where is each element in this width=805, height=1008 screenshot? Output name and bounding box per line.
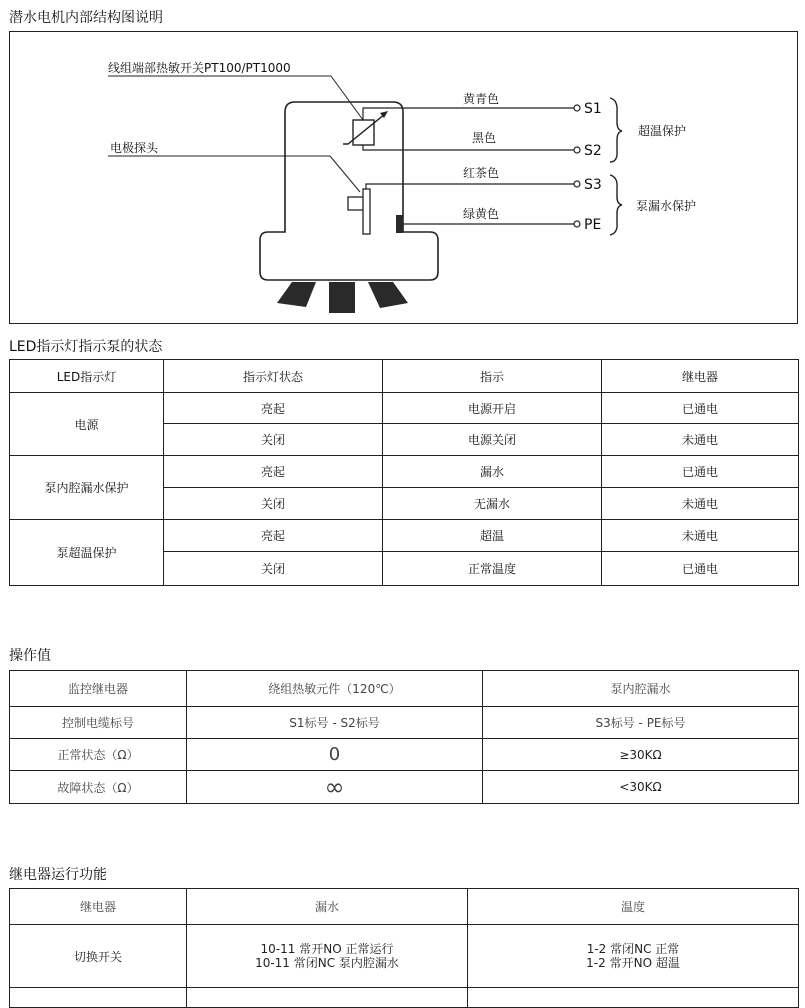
leak-line-1: 10-11 常开NO 正常运行: [260, 942, 394, 956]
table-cell: 切换开关: [10, 925, 187, 988]
brace-overheat: [610, 98, 622, 162]
table-cell: 亮起: [164, 520, 383, 552]
probe-label: 电极探头: [110, 141, 159, 155]
table-cell: 泵内腔漏水: [483, 671, 799, 707]
row-group-name: 泵内腔漏水保护: [10, 456, 164, 520]
relay-function-table: [9, 888, 799, 1008]
table-cell: S3标号 - PE标号: [483, 707, 799, 739]
terminal-s3-label: S3: [584, 177, 602, 193]
table-cell: 未通电: [602, 424, 799, 456]
leak-protection-label: 泵漏水保护: [636, 199, 697, 213]
table-cell: 未通电: [602, 488, 799, 520]
table-header: 继电器: [602, 360, 799, 393]
table-cell: 电源开启: [383, 393, 602, 424]
table-row: [10, 771, 799, 804]
terminal-s1: [574, 105, 580, 111]
table-row: [10, 707, 799, 739]
table-cell: 已通电: [602, 552, 799, 586]
table-cell: 已通电: [602, 393, 799, 424]
table-header: 继电器: [10, 889, 187, 925]
table-row: [10, 393, 799, 424]
table-header: 漏水: [187, 889, 468, 925]
operating-values-table: [9, 670, 799, 804]
ops-section-title: 操作值: [9, 648, 51, 664]
table-cell: 超温: [383, 520, 602, 552]
terminal-s2: [574, 147, 580, 153]
wire-pe-color: 绿黄色: [463, 207, 500, 221]
ground-tab: [396, 215, 403, 233]
table-cell: 绕组热敏元件（120℃）: [187, 671, 483, 707]
table-cell: ∞: [187, 771, 483, 804]
table-cell: 关闭: [164, 424, 383, 456]
wire-s2-color: 黑色: [472, 131, 497, 145]
terminal-pe-label: PE: [584, 217, 602, 233]
table-cell: 已通电: [602, 456, 799, 488]
table-cell: 电源关闭: [383, 424, 602, 456]
led-section-title: LED指示灯指示泵的状态: [9, 339, 163, 355]
table-cell: S1标号 - S2标号: [187, 707, 483, 739]
brace-leak: [610, 175, 622, 235]
pump-foot-center: [329, 282, 355, 313]
temp-line-1: 1-2 常闭NC 正常: [586, 942, 680, 956]
relay-section-title: 继电器运行功能: [9, 867, 107, 883]
temp-relay-cell: [468, 925, 799, 988]
thermistor-symbol: [353, 120, 374, 145]
table-row: [10, 520, 799, 552]
table-row: [10, 739, 799, 771]
table-header-row: [10, 360, 799, 393]
terminal-pe: [574, 221, 580, 227]
table-row: [10, 988, 799, 1008]
table-header: 指示灯状态: [164, 360, 383, 393]
wire-s1-color: 黄青色: [463, 92, 500, 106]
wire-s3-color: 红茶色: [463, 166, 500, 180]
led-status-table: [9, 359, 799, 586]
table-cell: 无漏水: [383, 488, 602, 520]
overheat-protection-label: 超温保护: [638, 124, 687, 138]
terminal-s2-label: S2: [584, 143, 602, 159]
diagram-svg: [10, 32, 799, 325]
table-row: [10, 671, 799, 707]
table-cell: 关闭: [164, 552, 383, 586]
temp-line-2: 1-2 常开NO 超温: [586, 956, 680, 970]
thermal-switch-label: 线组端部热敏开关PT100/PT1000: [108, 61, 291, 75]
row-group-name: 泵超温保护: [10, 520, 164, 586]
terminal-s3: [574, 181, 580, 187]
table-cell: <30KΩ: [483, 771, 799, 804]
table-cell: 控制电缆标号: [10, 707, 187, 739]
table-header: 温度: [468, 889, 799, 925]
table-cell: ≥30KΩ: [483, 739, 799, 771]
table-cell: 正常温度: [383, 552, 602, 586]
table-cell: 监控继电器: [10, 671, 187, 707]
table-header-row: [10, 889, 799, 925]
table-cell: 正常状态（Ω）: [10, 739, 187, 771]
terminal-s1-label: S1: [584, 101, 602, 117]
table-cell: 关闭: [164, 488, 383, 520]
table-row: [10, 456, 799, 488]
table-header: 指示: [383, 360, 602, 393]
pump-foot-right: [368, 282, 408, 308]
diagram-section-title: 潜水电机内部结构图说明: [9, 10, 163, 26]
table-cell: 亮起: [164, 456, 383, 488]
table-cell: 0: [187, 739, 483, 771]
pump-foot-left: [277, 282, 316, 307]
table-header: LED指示灯: [10, 360, 164, 393]
leak-relay-cell: [187, 925, 468, 988]
table-cell: 亮起: [164, 393, 383, 424]
pump-body: [260, 102, 438, 280]
table-cell: 漏水: [383, 456, 602, 488]
leak-line-2: 10-11 常闭NC 泵内腔漏水: [255, 956, 399, 970]
probe-stem: [363, 189, 370, 234]
motor-structure-diagram: [9, 31, 798, 324]
table-cell: 故障状态（Ω）: [10, 771, 187, 804]
table-cell: 未通电: [602, 520, 799, 552]
table-row: [10, 925, 799, 988]
row-group-name: 电源: [10, 393, 164, 456]
